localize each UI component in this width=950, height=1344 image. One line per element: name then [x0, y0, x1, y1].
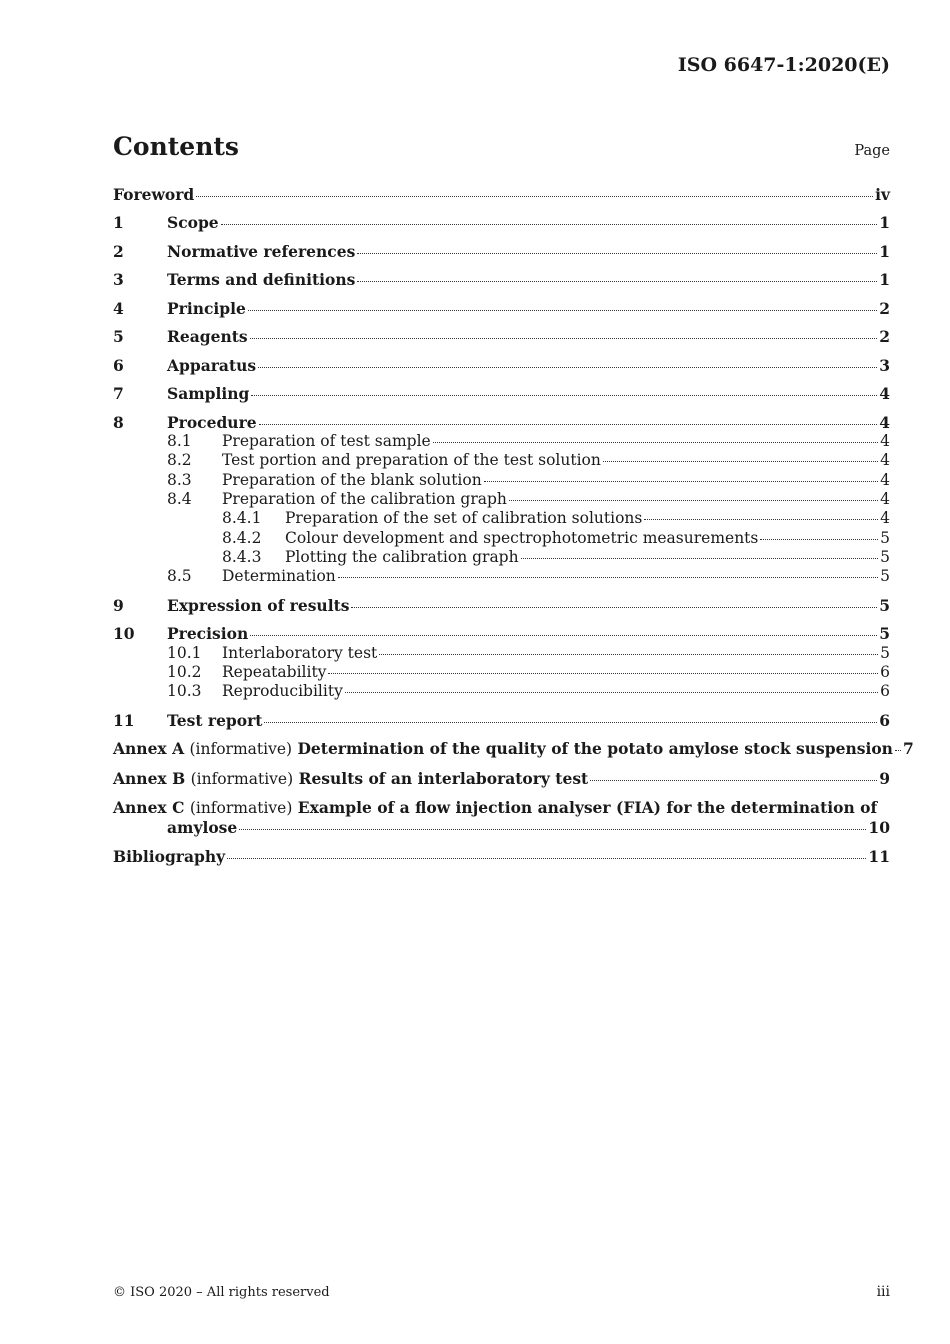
toc-entry[interactable]	[113, 624, 890, 643]
toc-page-number: iv	[875, 185, 890, 204]
toc-entry[interactable]	[113, 242, 890, 261]
dot-leader	[338, 577, 878, 578]
toc-number: 8	[113, 412, 124, 432]
toc-page-number: 4	[880, 451, 890, 470]
toc-number: 10.3	[167, 682, 202, 701]
toc-page-number: 6	[879, 710, 890, 730]
annex-title: Determination of the quality of the potato amylose stock suspension	[297, 739, 893, 759]
toc-label: Interlaboratory test	[222, 643, 378, 662]
dot-leader	[221, 224, 878, 225]
toc-label: Test portion and preparation of the test solution	[222, 451, 601, 470]
toc-entry[interactable]	[113, 471, 890, 490]
toc-entry[interactable]	[113, 270, 890, 289]
toc-label: Reproducibility	[222, 682, 343, 701]
toc-number: 1	[113, 213, 124, 233]
toc-page-number: 7	[902, 739, 914, 759]
toc-entry[interactable]	[113, 663, 890, 682]
toc-number: 5	[113, 327, 124, 347]
toc-entry-annex-c[interactable]	[113, 798, 890, 838]
toc-entry[interactable]	[113, 529, 890, 548]
toc-page-number: 9	[879, 768, 890, 788]
toc-number: 2	[113, 241, 124, 261]
dot-leader	[248, 310, 877, 311]
toc-page-number: 2	[879, 327, 890, 347]
annex-title: Results of an interlaboratory test	[298, 768, 589, 788]
toc-entry-bibliography[interactable]	[113, 847, 890, 866]
dot-leader	[250, 338, 878, 339]
dot-leader	[644, 519, 878, 520]
toc-number: 3	[113, 270, 124, 290]
toc-entry[interactable]	[113, 596, 890, 615]
toc-page-number: 4	[880, 470, 890, 489]
toc-label: Preparation of the blank solution	[222, 470, 482, 489]
toc-label: Precision	[167, 624, 249, 644]
toc-page-number: 2	[879, 298, 890, 318]
toc-number: 8.4.3	[222, 547, 262, 566]
table-of-contents	[113, 185, 914, 866]
dot-leader	[239, 829, 866, 830]
dot-leader	[590, 780, 877, 781]
toc-label: Normative references	[167, 241, 356, 261]
toc-number: 10.1	[167, 643, 202, 662]
dot-leader	[509, 500, 878, 501]
toc-number: 11	[113, 710, 135, 730]
toc-page-number: 4	[880, 432, 890, 451]
dot-leader	[484, 481, 878, 482]
toc-entry-annex-b[interactable]	[113, 769, 890, 789]
toc-number: 8.4.1	[222, 509, 262, 528]
toc-page-number: 6	[880, 662, 890, 681]
dot-leader	[521, 558, 879, 559]
toc-entry[interactable]	[113, 711, 890, 730]
annex-title: Example of a flow injection analyser (FIA) for the determination of	[297, 798, 878, 818]
toc-number: 8.3	[167, 470, 192, 489]
annex-informative: (informative)	[189, 799, 293, 818]
toc-page-number: 5	[880, 547, 890, 566]
toc-page-number: 4	[879, 384, 890, 404]
footer-page-number: iii	[876, 1284, 890, 1300]
toc-number: 10	[113, 624, 135, 644]
toc-entry[interactable]	[113, 213, 890, 232]
dot-leader	[264, 722, 877, 723]
annex-informative: (informative)	[190, 769, 294, 788]
toc-number: 6	[113, 355, 124, 375]
toc-label: Preparation of the set of calibration solutions	[285, 509, 643, 528]
document-id: ISO 6647-1:2020(E)	[677, 54, 890, 76]
toc-label: Expression of results	[167, 595, 350, 615]
toc-entry[interactable]	[113, 356, 890, 375]
toc-label: Principle	[167, 298, 246, 318]
dot-leader	[328, 673, 878, 674]
toc-label: Bibliography	[113, 846, 226, 866]
dot-leader	[259, 424, 878, 425]
toc-label: Scope	[167, 213, 219, 233]
toc-label: Determination	[222, 567, 336, 586]
annex-title-continued: amylose	[167, 818, 238, 838]
toc-number: 7	[113, 384, 124, 404]
dot-leader	[760, 539, 878, 540]
toc-number: 8.4.2	[222, 528, 262, 547]
toc-entry[interactable]	[113, 451, 890, 470]
toc-entry[interactable]	[113, 327, 890, 346]
toc-entry-annex-a[interactable]	[113, 739, 914, 759]
toc-label: Reagents	[167, 327, 248, 347]
toc-entry[interactable]	[113, 548, 890, 567]
dot-leader	[379, 654, 878, 655]
toc-label: Sampling	[167, 384, 250, 404]
toc-label: Foreword	[113, 185, 195, 204]
toc-label: Terms and definitions	[167, 270, 356, 290]
page-title: Contents	[113, 132, 240, 161]
toc-entry[interactable]	[113, 567, 890, 586]
toc-page-number: 5	[880, 643, 890, 662]
toc-label: Procedure	[167, 412, 257, 432]
toc-number: 9	[113, 595, 124, 615]
dot-leader	[603, 461, 878, 462]
toc-page-number: 5	[879, 595, 890, 615]
toc-page-number: 1	[879, 241, 890, 261]
dot-leader	[357, 281, 877, 282]
toc-page-number: 11	[868, 846, 890, 866]
annex-prefix: Annex A	[113, 739, 185, 759]
toc-number: 8.5	[167, 567, 192, 586]
toc-number: 10.2	[167, 662, 202, 681]
toc-entry[interactable]	[113, 644, 890, 663]
toc-page-number: 5	[880, 528, 890, 547]
toc-label: Colour development and spectrophotometric measurements	[285, 528, 759, 547]
toc-entry[interactable]	[113, 682, 890, 701]
dot-leader	[433, 442, 878, 443]
page-column-label: Page	[854, 143, 890, 159]
toc-page-number: 3	[879, 355, 890, 375]
toc-entry[interactable]	[113, 490, 890, 509]
toc-page-number: 6	[880, 682, 890, 701]
dot-leader	[196, 196, 873, 197]
toc-page-number: 4	[879, 412, 890, 432]
toc-page-number: 1	[879, 213, 890, 233]
toc-page-number: 10	[868, 818, 890, 838]
dot-leader	[351, 607, 877, 608]
toc-label: Preparation of test sample	[222, 432, 431, 451]
toc-entry[interactable]	[113, 509, 890, 528]
toc-label: Repeatability	[222, 662, 327, 681]
toc-page-number: 5	[880, 567, 890, 586]
toc-label: Test report	[167, 710, 263, 730]
annex-informative: (informative)	[189, 740, 293, 759]
toc-entry[interactable]	[113, 185, 890, 204]
toc-number: 8.4	[167, 490, 192, 509]
annex-prefix: Annex C	[113, 798, 185, 818]
toc-label: Apparatus	[167, 355, 257, 375]
dot-leader	[258, 367, 877, 368]
toc-entry[interactable]	[113, 384, 890, 403]
annex-prefix: Annex B	[113, 768, 186, 788]
toc-page-number: 4	[880, 509, 890, 528]
dot-leader	[250, 635, 877, 636]
toc-label: Plotting the calibration graph	[285, 547, 519, 566]
toc-number: 8.2	[167, 451, 192, 470]
toc-entry[interactable]	[113, 432, 890, 451]
dot-leader	[345, 692, 878, 693]
toc-entry[interactable]	[113, 299, 890, 318]
toc-entry[interactable]	[113, 413, 890, 432]
toc-page-number: 1	[879, 270, 890, 290]
dot-leader	[227, 858, 866, 859]
dot-leader	[357, 253, 877, 254]
dot-leader	[251, 395, 877, 396]
toc-label: Preparation of the calibration graph	[222, 490, 507, 509]
toc-number: 4	[113, 298, 124, 318]
toc-page-number: 5	[879, 624, 890, 644]
toc-number: 8.1	[167, 432, 192, 451]
toc-page-number: 4	[880, 490, 890, 509]
dot-leader	[895, 750, 901, 751]
footer-copyright: © ISO 2020 – All rights reserved	[113, 1285, 330, 1300]
